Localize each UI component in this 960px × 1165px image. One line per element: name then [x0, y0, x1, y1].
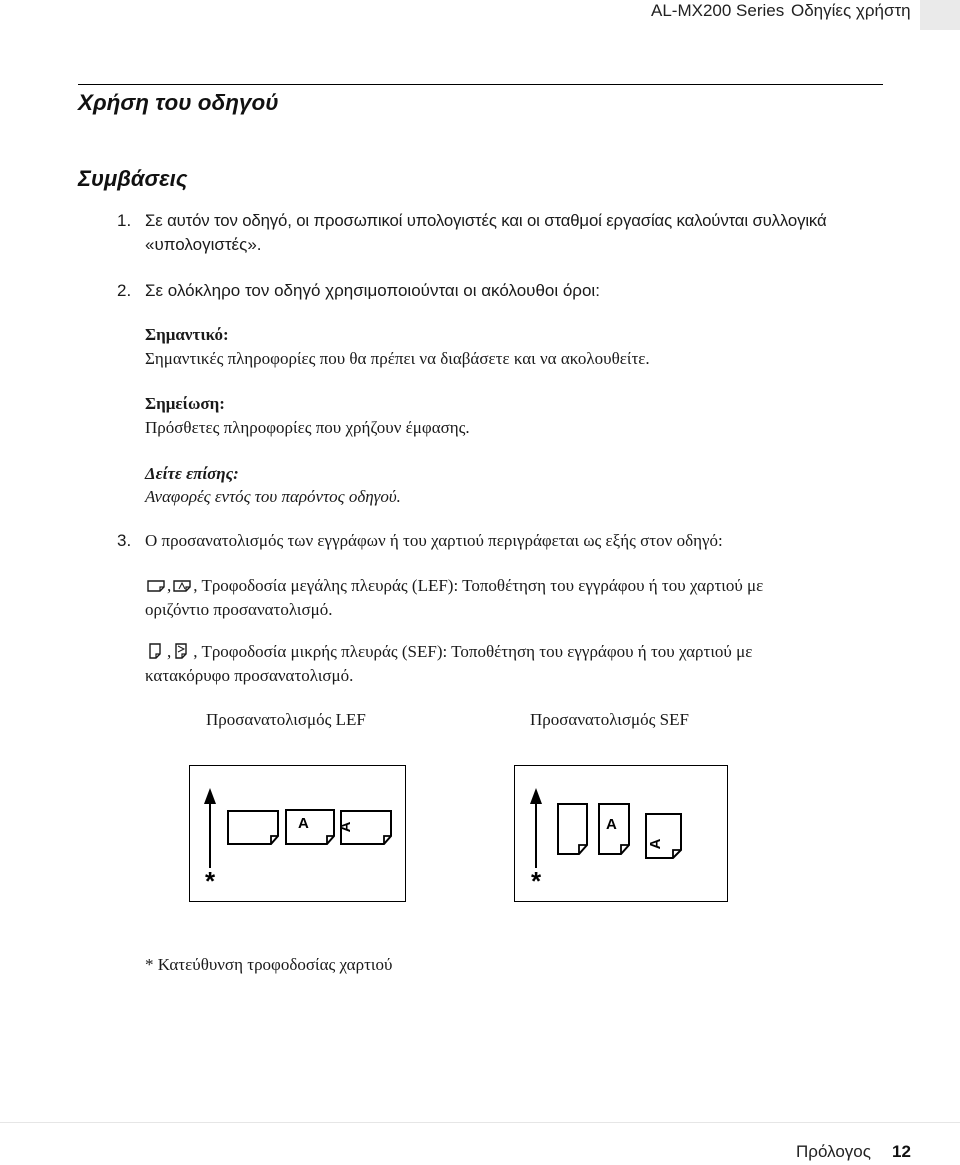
item-2-text: Σε ολόκληρο τον οδηγό χρησιμοποιούνται οι ακόλουθοι όροι: [145, 281, 600, 300]
sef-description-line2: κατακόρυφο προσανατολισμό. [145, 666, 354, 685]
footer-rule [0, 1122, 960, 1123]
lef-paper-rotated-icon [171, 576, 193, 594]
lef-rotated-sheet [337, 811, 391, 844]
lef-icon-separator: , [167, 576, 172, 595]
sef-rotated-sheet [646, 814, 681, 858]
lef-description-text: , Τροφοδοσία μεγάλης πλευράς (LEF): Τοποθέτηση του εγγράφου ή του χαρτιού με [193, 576, 764, 595]
important-text: Σημαντικές πληροφορίες που θα πρέπει να διαβάσετε και να ακολουθείτε. [145, 349, 650, 368]
page-header [0, 0, 960, 30]
item-number-1: 1. [117, 211, 132, 230]
header-guide-title: Οδηγίες χρήστη [791, 1, 911, 20]
sef-orientation-diagram [514, 765, 728, 902]
sef-description-text: , Τροφοδοσία μικρής πλευράς (SEF): Τοποθέτηση του εγγράφου ή του χαρτιού με [193, 642, 753, 661]
item-3-text: Ο προσανατολισμός των εγγράφων ή του χαρτιού περιγράφεται ως εξής στον οδηγό: [145, 531, 723, 550]
section-title: Συμβάσεις [78, 166, 188, 191]
feed-direction-arrow [204, 788, 216, 868]
sef-sheet-letter: A [606, 816, 617, 833]
item-number-3: 3. [117, 531, 132, 550]
item-1-text-line2: «υπολογιστές». [145, 235, 262, 254]
lef-sheet-letter: A [298, 815, 309, 832]
sef-rotated-sheet-letter: A [647, 838, 664, 850]
feed-marker-lef: * [204, 866, 216, 896]
lef-description-line2: οριζόντιο προσανατολισμό. [145, 600, 333, 619]
lef-diagram-drawing [190, 766, 405, 901]
item-number-2: 2. [117, 281, 132, 300]
lef-diagram-caption: Προσανατολισμός LEF [206, 710, 366, 729]
sef-description-line1 [145, 640, 752, 664]
header-model-name: AL-MX200 Series [651, 1, 785, 20]
chapter-title: Χρήση του οδηγού [78, 90, 279, 115]
see-also-text: Αναφορές εντός του παρόντος οδηγού. [145, 487, 401, 506]
page-number: 12 [892, 1142, 911, 1161]
important-label: Σημαντικό: [145, 325, 229, 344]
lef-rotated-sheet-letter: A [337, 821, 354, 833]
note-label: Σημείωση: [145, 394, 225, 413]
sef-icon-separator: , [167, 642, 172, 661]
header-tab-strip [920, 0, 960, 30]
item-1-text-line1: Σε αυτόν τον οδηγό, οι προσωπικοί υπολογιστές και οι σταθμοί εργασίας καλούνται συλλογικά [145, 211, 827, 230]
feed-direction-footnote: * Κατεύθυνση τροφοδοσίας χαρτιού [145, 955, 393, 974]
sef-diagram-caption: Προσανατολισμός SEF [530, 710, 689, 729]
see-also-label: Δείτε επίσης: [145, 464, 239, 483]
sef-paper-icon [145, 642, 167, 660]
feed-direction-arrow-sef [530, 788, 542, 868]
lef-description-line1 [145, 574, 763, 598]
sef-upright-sheet [599, 804, 629, 854]
sef-paper-rotated-icon [171, 642, 193, 660]
sef-blank-sheet [558, 804, 587, 854]
footer-section-name: Πρόλογος [796, 1142, 871, 1161]
feed-marker-sef: * [530, 866, 542, 896]
lef-paper-icon [145, 576, 167, 594]
note-text: Πρόσθετες πληροφορίες που χρήζουν έμφασης. [145, 418, 470, 437]
title-rule [78, 84, 883, 85]
lef-orientation-diagram [189, 765, 406, 902]
lef-upright-sheet [286, 810, 334, 844]
sef-diagram-drawing [515, 766, 727, 901]
lef-blank-sheet [228, 811, 278, 844]
